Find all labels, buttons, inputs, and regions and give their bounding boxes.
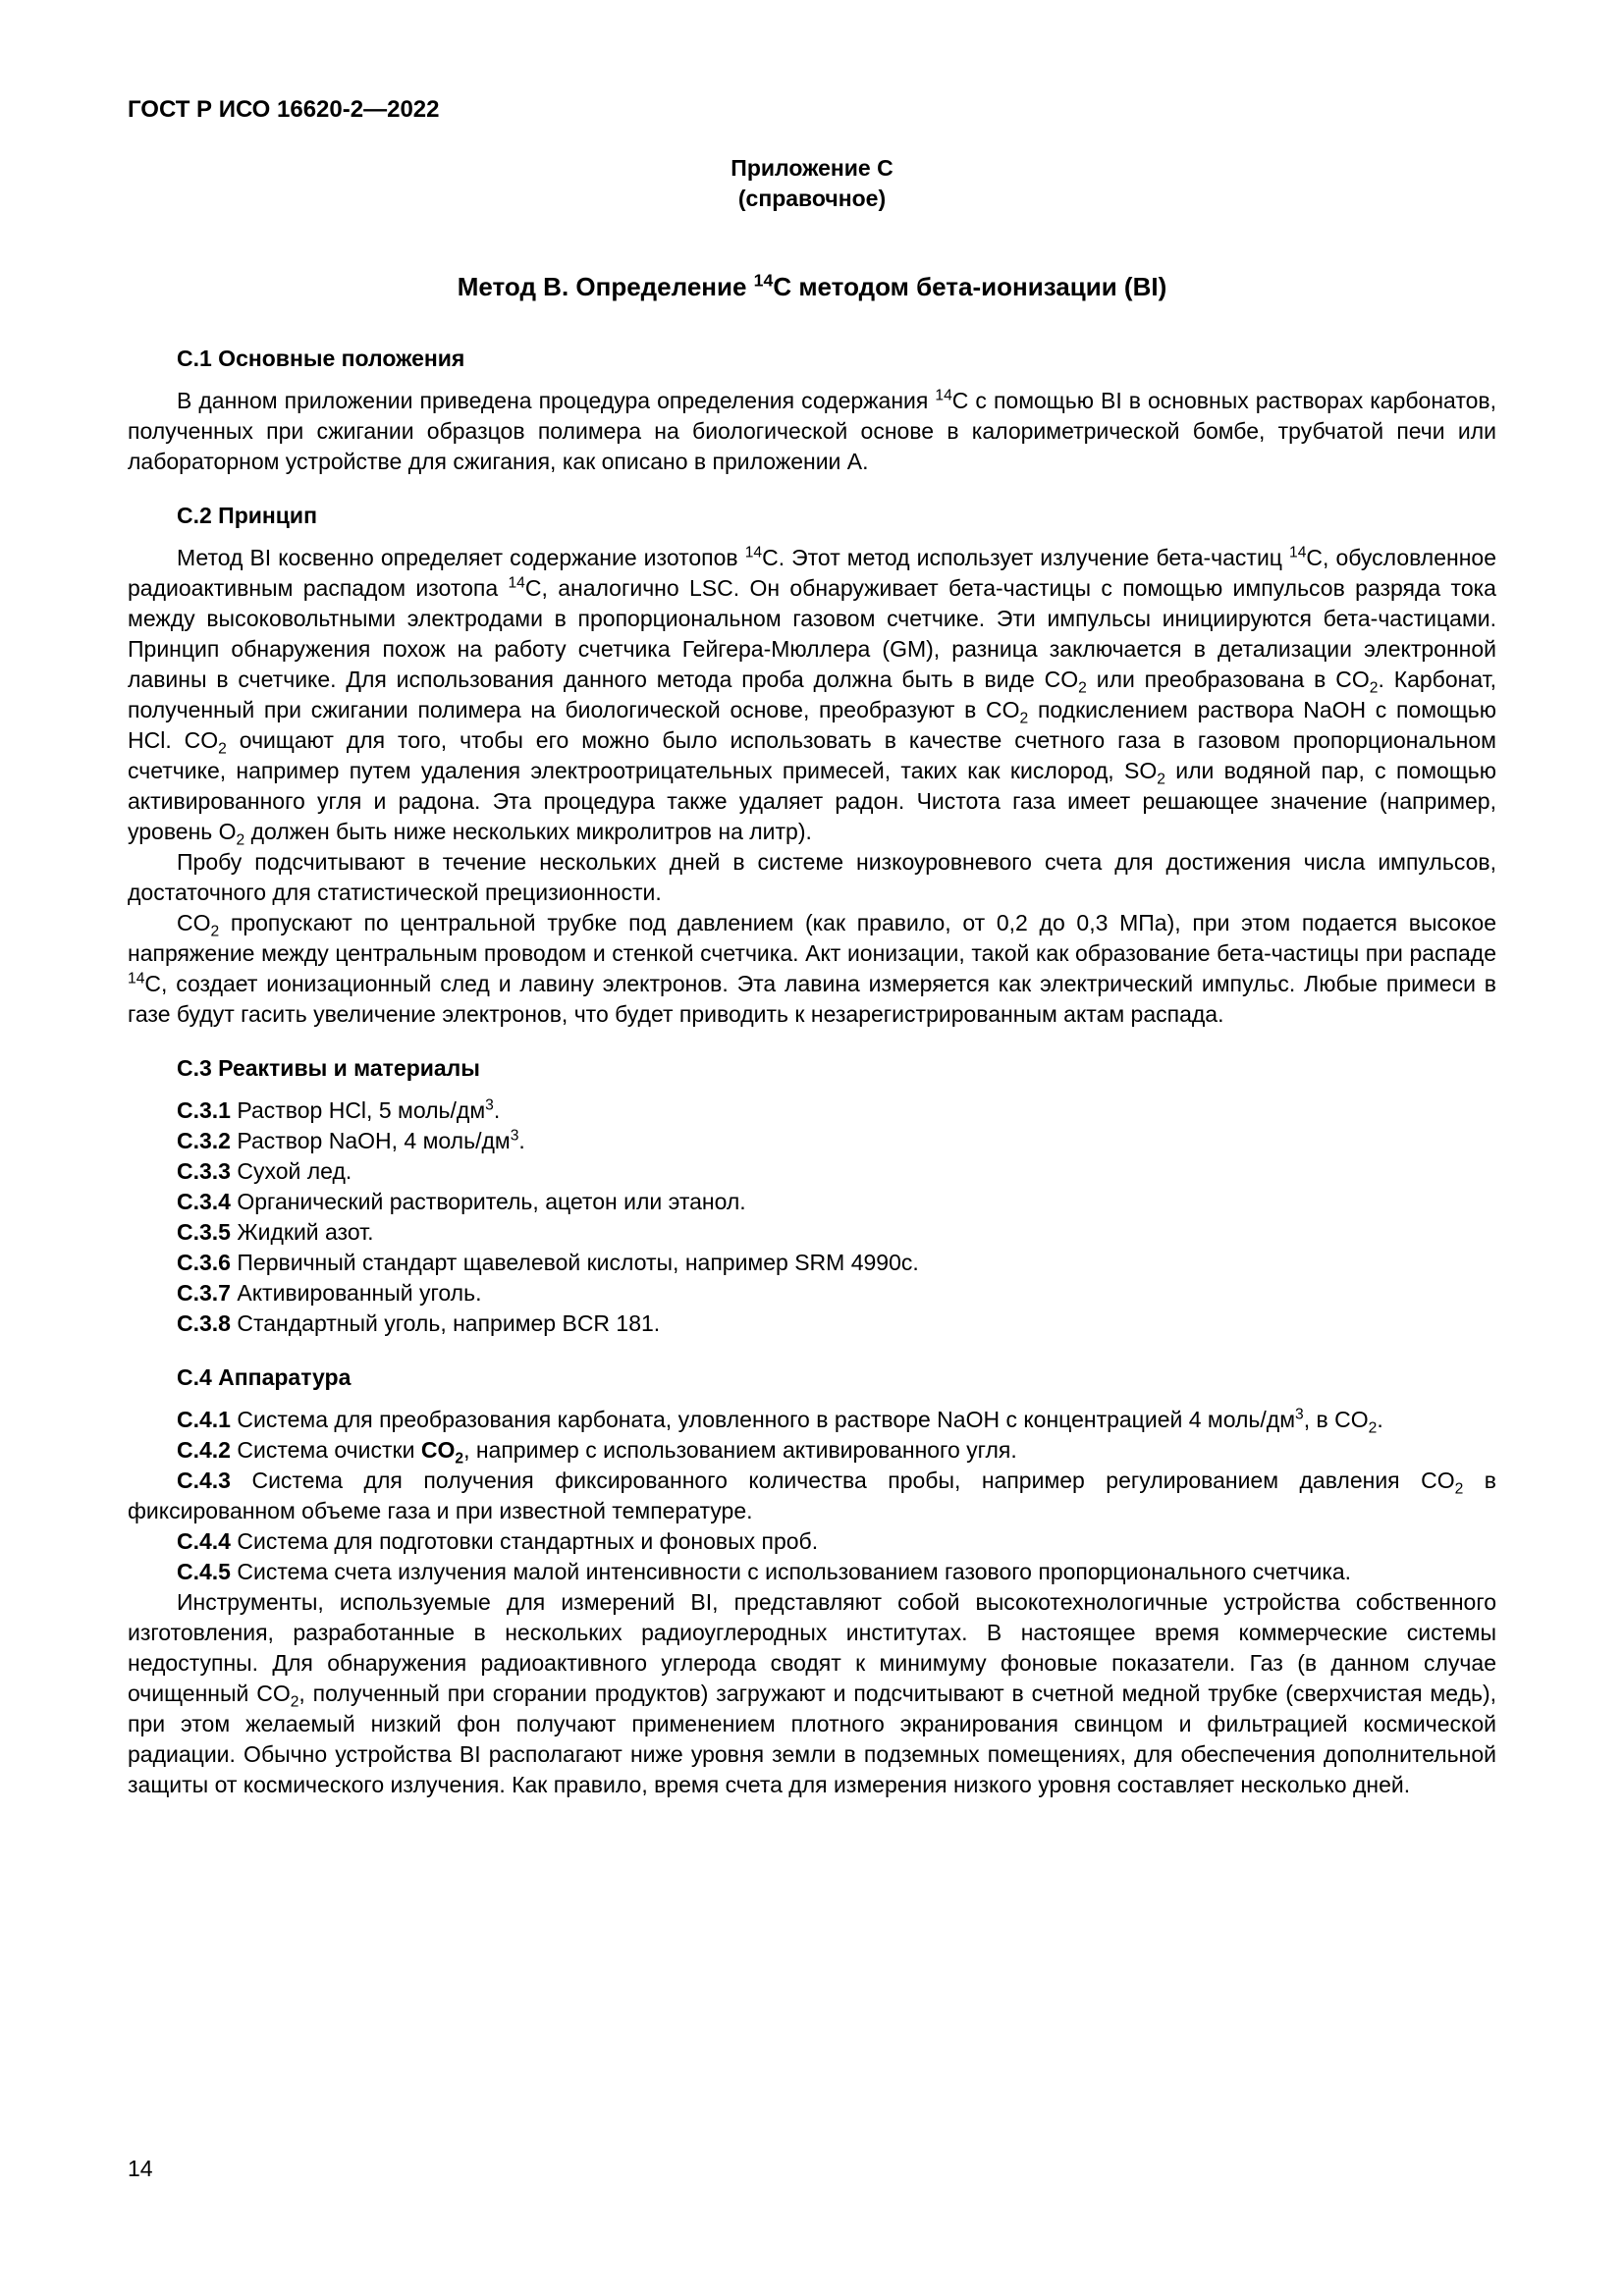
document-header: ГОСТ Р ИСО 16620-2—2022 [128, 96, 440, 123]
paragraph: $CO_2$ пропускают по центральной трубке под давлением (как правило, от 0,2 до 0,3 МПа), при этом подается высокое напряжение между центральным проводом и стенкой счетчика. Акт ионизации, такой как образование бета-частицы при распаде $^{14}$C, создает ионизационный след и лавину электронов. Эта лавина измеряется как электрический импульс. Любые примеси в газе будут гасить увеличение электронов, что будет приводить к незарегистрированным актам распада. [128, 910, 1496, 1027]
paragraph: С.3.6 Первичный стандарт щавелевой кислоты, например SRM 4990c. [177, 1250, 919, 1275]
paragraph: С.4.3 Система для получения фиксированного количества пробы, например регулированием давления $CO_2$ в фиксированном объеме газа и при известной температуре. [128, 1468, 1497, 1523]
section-heading: С.1 Основные положения [177, 346, 465, 371]
paragraph: С.3.2 Раствор NaOH, 4 моль/$дм^3$. [177, 1127, 525, 1153]
paragraph: Метод BI косвенно определяет содержание изотопов $^{14}$C. Этот метод использует излучение бета-частиц $^{14}$C, обусловленное радиоактивным распадом изотопа $^{14}$C, аналогично LSC. Он обнаруживает бета-частицы с помощью импульсов разряда тока между высоковольтными электродами в пропорциональном газовом счетчике. Эти импульсы инициируются бета-частицами. Принцип обнаружения похож на работу счетчика Гейгера-Мюллера (GM), разница заключается в детализации электронной лавины в счетчике. Для использования данного метода проба должна быть в виде $CO_2$ или преобразована в $CO_2$. Карбонат, полученный при сжигании полимера на биологической основе, преобразуют в $CO_2$ подкислением раствора NaOH с помощью HCl. $CO_2$ очищают для того, чтобы его можно было использовать в качестве счетного газа в газовом пропорциональном счетчике, например путем удаления электроотрицательных примесей, таких как кислород, $SO_2$ или водяной пар, с помощью активированного угля и радона. Эта процедура также удаляет радон. Чистота газа имеет решающее значение (например, уровень $O_2$ должен быть ниже нескольких микролитров на литр). [128, 544, 1497, 849]
paragraph: В данном приложении приведена процедура определения содержания $^{14}$C с помощью BI в основных растворах карбонатов, полученных при сжигании образцов полимера на биологической основе в калориметрической бомбе, трубчатой печи или лабораторном устройстве для сжигания, как описано в приложении А. [128, 387, 1497, 474]
paragraph: С.3.1 Раствор HCl, 5 моль/$дм^3$. [177, 1096, 501, 1123]
document-content [128, 96, 1496, 1800]
paragraph: Пробу подсчитывают в течение нескольких дней в системе низкоуровневого счета для достижения числа импульсов, достаточного для статистической прецизионности. [128, 849, 1496, 905]
section-heading: С.3 Реактивы и материалы [177, 1055, 480, 1081]
paragraph: С.3.4 Органический растворитель, ацетон или этанол. [177, 1189, 746, 1214]
paragraph: Инструменты, используемые для измерений BI, представляют собой высокотехнологичные устройства собственного изготовления, разработанные в нескольких радиоуглеродных институтах. В настоящее время коммерческие системы недоступны. Для обнаружения радиоактивного углерода сводят к минимуму фоновые показатели. Газ (в данном случае очищенный $CO_2$, полученный при сгорании продуктов) загружают и подсчитывают в счетной медной трубке (сверхчистая медь), при этом желаемый низкий фон получают применением плотного экранирования свинцом и фильтрацией космической радиации. Обычно устройства BI располагают ниже уровня земли в подземных помещениях, для обеспечения дополнительной защиты от космического излучения. Как правило, время счета для измерения низкого уровня составляет несколько дней. [128, 1589, 1496, 1797]
paragraph: С.3.7 Активированный уголь. [177, 1280, 482, 1306]
paragraph: С.4.5 Система счета излучения малой интенсивности с использованием газового пропорционального счетчика. [177, 1559, 1352, 1584]
paragraph: С.3.5 Жидкий азот. [177, 1219, 374, 1245]
paragraph: С.3.8 Стандартный уголь, например BCR 181. [177, 1310, 661, 1336]
section-heading: С.2 Принцип [177, 503, 317, 528]
paragraph: С.4.2 Система очистки $CO_2$, например с использованием активированного угля. [177, 1437, 1017, 1468]
document-body [128, 344, 1496, 1800]
appendix-sublabel: (справочное) [737, 186, 887, 211]
paragraph: С.4.4 Система для подготовки стандартных и фоновых проб. [177, 1528, 819, 1554]
paragraph: С.4.1 Система для преобразования карбоната, уловленного в растворе NaOH с концентрацией 4 моль/$дм^3$, в $CO_2$. [177, 1406, 1383, 1437]
section-heading: С.4 Аппаратура [177, 1364, 352, 1390]
appendix-label: Приложение С [731, 155, 893, 181]
paragraph: С.3.3 Сухой лед. [177, 1158, 352, 1184]
document-title: Метод В. Определение $^{14}$C методом бета-ионизации (BI) [457, 270, 1167, 301]
page-number: 14 [128, 2156, 153, 2181]
